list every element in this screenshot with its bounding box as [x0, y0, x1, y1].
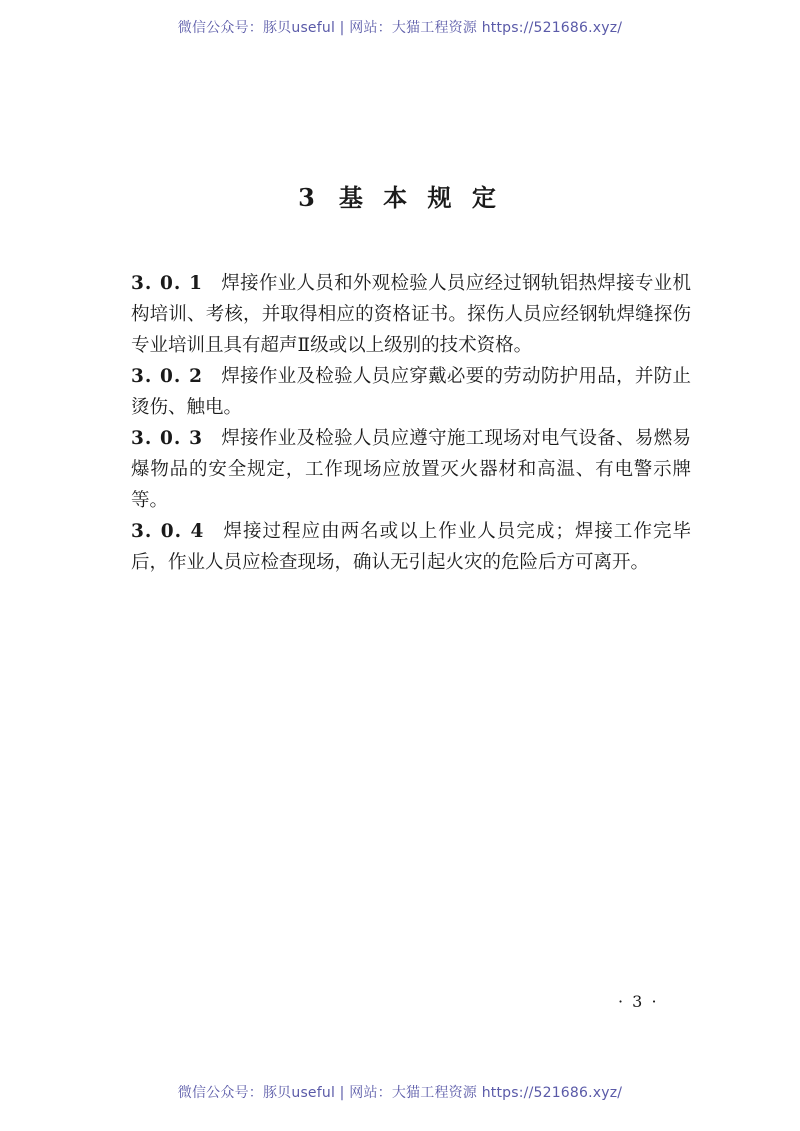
page-number: · 3 ·	[618, 992, 659, 1011]
chapter-number: 3	[298, 183, 321, 212]
clause-number: 3. 0. 4	[131, 521, 205, 542]
clause-number: 3. 0. 2	[131, 366, 203, 387]
clause-3-0-4	[131, 516, 691, 578]
clause-number: 3. 0. 3	[131, 428, 203, 449]
clause-text: 焊接作业人员和外观检验人员应经过钢轨铝热焊接专业机构培训、考核，并取得相应的资格证书。探伤人员应经钢轨焊缝探伤专业培训且具有超声Ⅱ级或以上级别的技术资格。	[131, 273, 691, 356]
clause-text: 焊接作业及检验人员应穿戴必要的劳动防护用品，并防止烫伤、触电。	[131, 366, 691, 418]
clause-3-0-2	[131, 361, 691, 423]
clause-text: 焊接作业及检验人员应遵守施工现场对电气设备、易燃易爆物品的安全规定，工作现场应放置灭火器材和高温、有电警示牌等。	[131, 428, 691, 511]
clause-list	[131, 268, 691, 578]
chapter-title-text: 基 本 规 定	[338, 183, 502, 212]
watermark-footer: 微信公众号：豚贝useful | 网站：大猫工程资源 https://521686.xyz/	[177, 1085, 623, 1101]
clause-3-0-3	[131, 423, 691, 516]
clause-text: 焊接过程应由两名或以上作业人员完成；焊接工作完毕后，作业人员应检查现场，确认无引起火灾的危险后方可离开。	[131, 521, 691, 573]
watermark-header: 微信公众号：豚贝useful | 网站：大猫工程资源 https://521686.xyz/	[177, 20, 623, 36]
clause-number: 3. 0. 1	[131, 273, 203, 294]
clause-3-0-1	[131, 268, 691, 361]
chapter-title	[0, 178, 800, 213]
